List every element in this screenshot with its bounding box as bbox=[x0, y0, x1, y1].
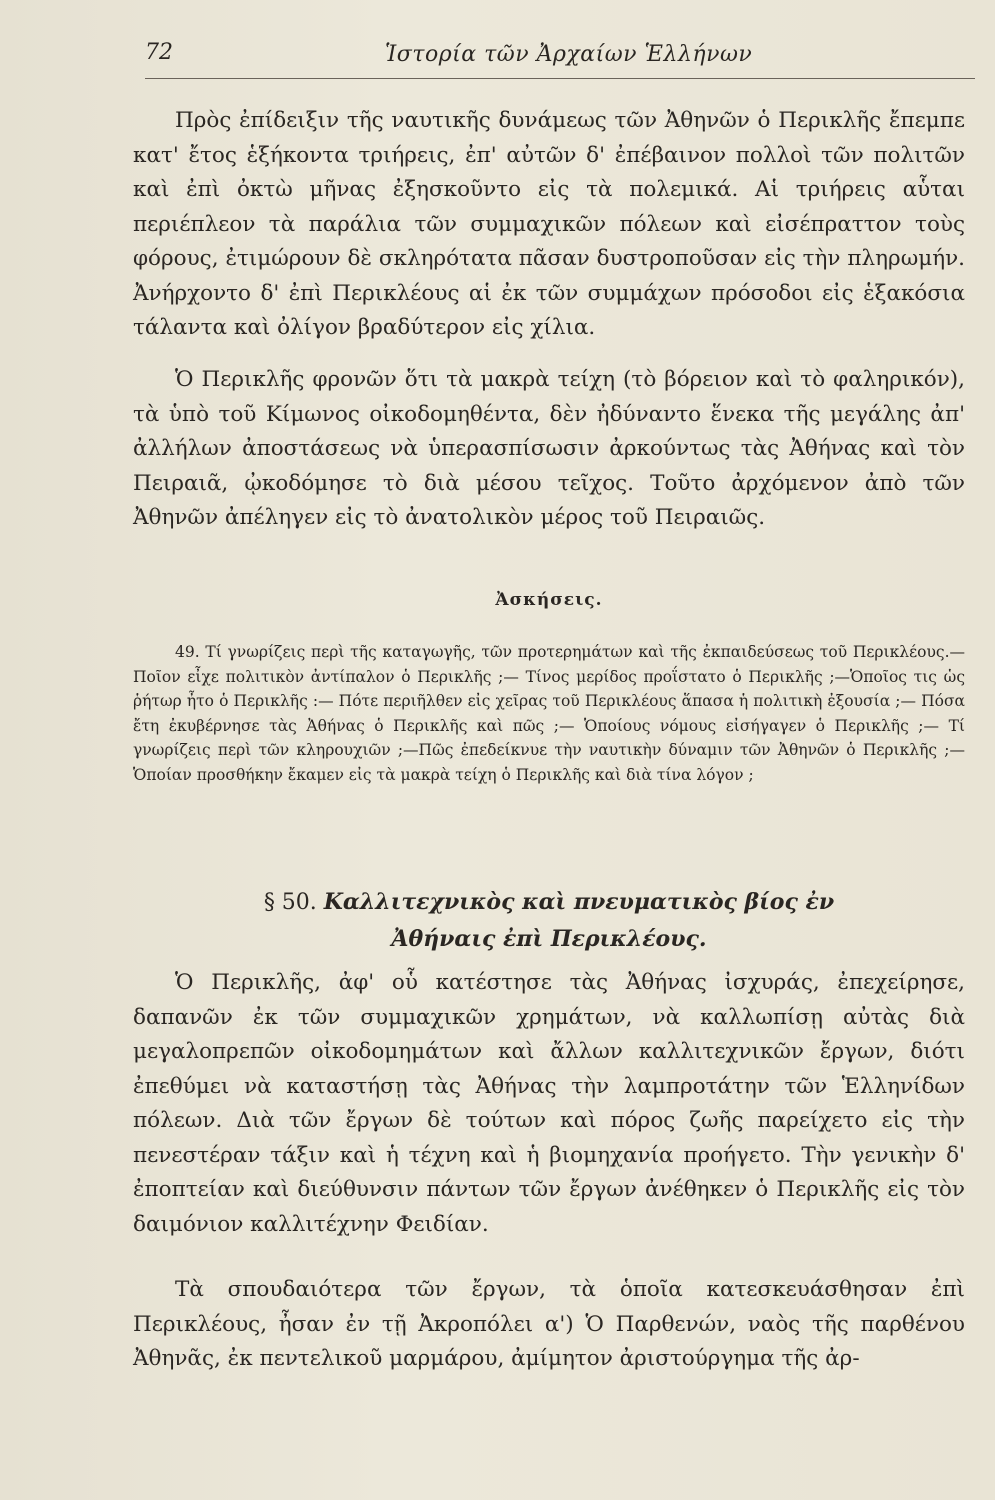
paragraph-artistic-life: Ὁ Περικλῆς, ἀφ' οὗ κατέστησε τὰς Ἀθήνας ἰσχυράς, ἐπεχείρησε, δαπανῶν ἐκ τῶν συμμαχικῶν χρημάτων, νὰ καλλωπίσῃ αὐτὰς διὰ μεγαλοπρεπῶν οἰκοδομημάτων καὶ ἄλλων καλλιτεχνικῶν ἔργων, διότι ἐπεθύμει νὰ καταστήσῃ τὰς Ἀθήνας τὴν λαμπροτάτην τῶν Ἑλληνίδων πόλεων. Διὰ τῶν ἔργων δὲ τούτων καὶ πόρος ζωῆς παρείχετο εἰς τὴν πενεστέραν τάξιν καὶ ἡ τέχνη καὶ ἡ βιομηχανία προήγετο. Τὴν γενικὴν δ' ἐποπτείαν καὶ διεύθυνσιν πάντων τῶν ἔργων ἀνέθηκεν ὁ Περικλῆς εἰς τὸν δαιμόνιον καλλιτέχνην Φειδίαν. bbox=[133, 970, 965, 1237]
section-heading bbox=[133, 884, 965, 958]
page-header bbox=[145, 40, 960, 74]
paragraph-naval-power: Πρὸς ἐπίδειξιν τῆς ναυτικῆς δυνάμεως τῶν Ἀθηνῶν ὁ Περικλῆς ἔπεμπε κατ' ἔτος ἑξήκοντα τριήρεις, ἐπ' αὐτῶν δ' ἐπέβαινον πολλοὶ τῶν πολιτῶν καὶ ἐπὶ ὀκτὼ μῆνας ἐξησκοῦντο εἰς τὰ πολεμικά. Αἱ τριήρεις αὗται περιέπλεον τὰ παράλια τῶν συμμαχικῶν πόλεων καὶ εἰσέπραττον τοὺς φόρους, ἐτιμώρουν δὲ σκληρότατα πᾶσαν δυστροποῦσαν εἰς τὴν πληρωμήν. Ἀνήρχοντο δ' ἐπὶ Περικλέους αἱ ἐκ τῶν συμμάχων πρόσοδοι εἰς ἑξακόσια τάλαντα καὶ ὀλίγον βραδύτερον εἰς χίλια. bbox=[133, 108, 965, 340]
paragraph-long-walls: Ὁ Περικλῆς φρονῶν ὅτι τὰ μακρὰ τείχη (τὸ βόρειον καὶ τὸ φαληρικόν), τὰ ὑπὸ τοῦ Κίμωνος οἰκοδομηθέντα, δὲν ἠδύναντο ἕνεκα τῆς μεγάλης ἀπ' ἀλλήλων ἀποστάσεως νὰ ὑπερασπίσωσιν ἀρκούντως τὰς Ἀθήνας καὶ τὸν Πειραιᾶ, ᾠκοδόμησε τὸ διὰ μέσου τεῖχος. Τοῦτο ἀρχόμενον ἀπὸ τῶν Ἀθηνῶν ἀπέληγεν εἰς τὸ ἀνατολικὸν μέρος τοῦ Πειραιῶς. bbox=[133, 367, 965, 530]
paragraph-parthenon: Τὰ σπουδαιότερα τῶν ἔργων, τὰ ὁποῖα κατεσκευάσθησαν ἐπὶ Περικλέους, ἦσαν ἐν τῇ Ἀκροπόλει α') Ὁ Παρθενών, ναὸς τῆς παρθένου Ἀθηνᾶς, ἐκ πεντελικοῦ μαρμάρου, ἀμίμητον ἀριστούργημα τῆς ἀρ- bbox=[133, 1277, 965, 1371]
section-title-line2: Ἀθήναις ἐπὶ Περικλέους. bbox=[391, 926, 707, 952]
header-rule bbox=[145, 78, 975, 79]
exercises-text: 49. Τί γνωρίζεις περὶ τῆς καταγωγῆς, τῶν προτερημάτων καὶ τῆς ἐκπαιδεύσεως τοῦ Περικλέους.— Ποῖον εἶχε πολιτικὸν ἀντίπαλον ὁ Περικλῆς ;— Τίνος μερίδος προΐστατο ὁ Περικλῆς ;—Ὁποῖος τις ὡς ῥήτωρ ἦτο ὁ Περικλῆς :— Πότε περιῆλθεν εἰς χεῖρας τοῦ Περικλέους ἅπασα ἡ πολιτικὴ ἐξουσία ;— Πόσα ἔτη ἐκυβέρνησε τὰς Ἀθήνας ὁ Περικλῆς καὶ πῶς ;— Ὁποίους νόμους εἰσήγαγεν ὁ Περικλῆς ;— Τί γνωρίζεις περὶ τῶν κληρουχιῶν ;—Πῶς ἐπεδείκνυε τὴν ναυτικὴν δύναμιν τῶν Ἀθηνῶν ὁ Περικλῆς ;— Ὁποίαν προσθήκην ἔκαμεν εἰς τὰ μακρὰ τείχη ὁ Περικλῆς καὶ διὰ τίνα λόγον ; bbox=[133, 643, 965, 784]
exercises-heading: Ἀσκήσεις. bbox=[495, 590, 603, 610]
section-number: § 50. bbox=[263, 890, 317, 915]
section-title-line1: Καλλιτεχνικὸς καὶ πνευματικὸς βίος ἐν bbox=[323, 889, 835, 915]
running-title: Ἱστορία τῶν Ἀρχαίων Ἑλλήνων bbox=[385, 42, 753, 67]
page-number: 72 bbox=[145, 40, 173, 65]
